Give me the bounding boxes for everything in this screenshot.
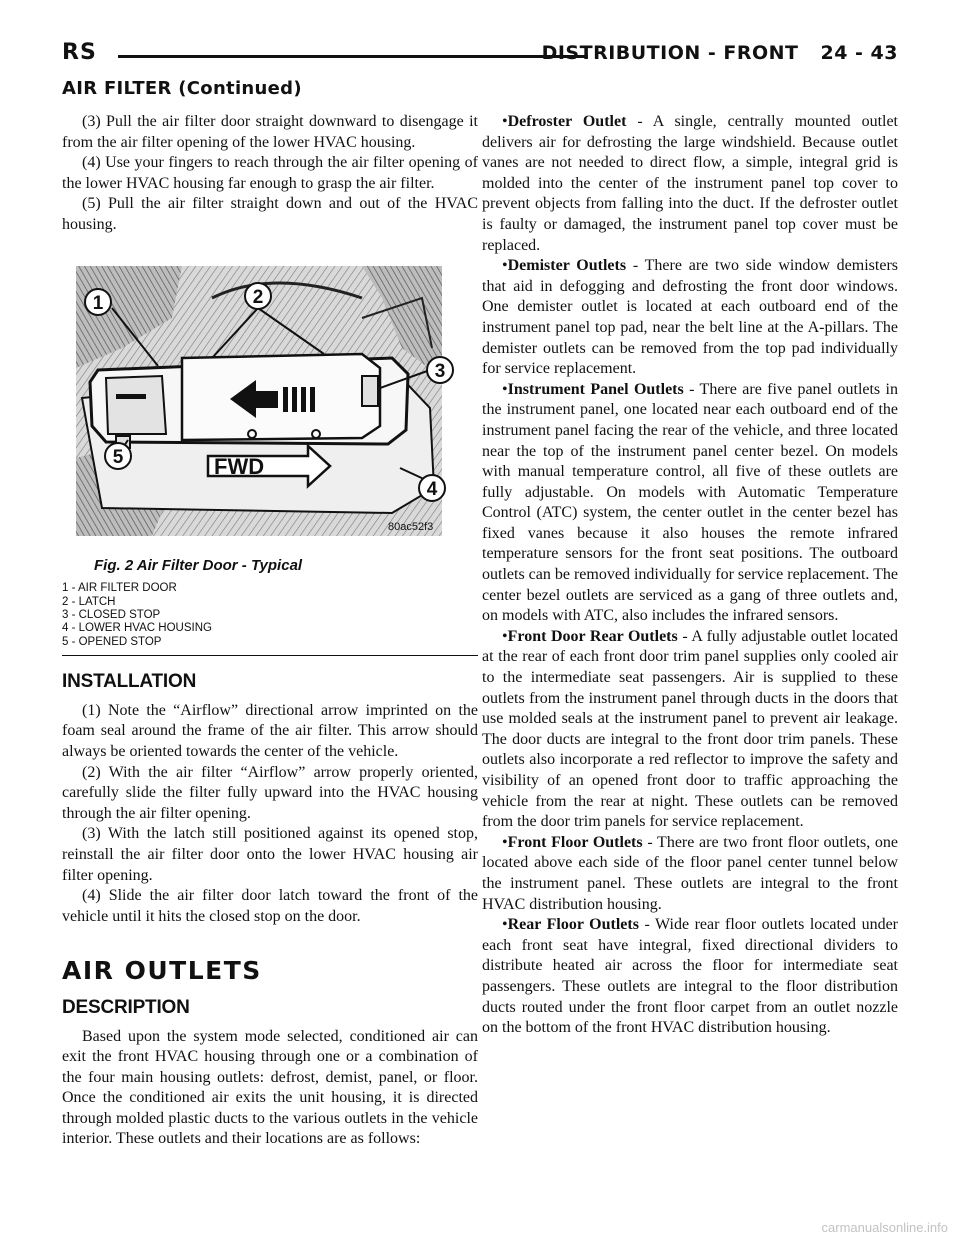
latch-panel [182,354,380,440]
latch-bar [301,387,306,412]
continued-title: AIR FILTER (Continued) [62,78,302,99]
legend-item: 3 - CLOSED STOP [62,608,161,621]
outlet-entry [482,256,898,380]
removal-step: (4) Use your fingers to reach through the air filter opening of the lower HVAC housing far enough to grasp the air filter. [62,154,478,192]
air-filter-door-figure [62,258,478,554]
page-number: 24 - 43 [820,42,898,64]
legend-item: 5 - OPENED STOP [62,635,162,648]
latch-bar [310,387,315,412]
right-column [482,112,898,1039]
installation-step: (1) Note the “Airflow” directional arrow imprinted on the foam seal around the frame of the air filter. This arrow should always be oriented towards the center of the vehicle. [62,701,478,760]
removal-step: (5) Pull the air filter straight down and out of the HVAC housing. [62,195,478,233]
outlet-name: Front Floor Outlets [507,833,643,851]
page-header [542,42,898,64]
outlet-entry [482,112,898,256]
latch-bar [292,387,297,412]
legend-item: 1 - AIR FILTER DOOR [62,582,177,595]
door-end-panel [106,376,166,434]
outlet-text: - A fully adjustable outlet located at the rear of each front door trim panel supplies only cooled air to the intermediate seat passengers. Air is supplied to these outlets from the instrument panel through ducts in the doors that use molded seals at the instrument panel to prevent air leakage. The door ducts are integral to the front door trim panels. These outlets also incorporate a red reflector to improve the safety and visibility of an opened front door to traffic approaching the vehicle from the rear at night. These outlets can be removed from the door trim panels for service replacement. [482,627,899,831]
bullet-icon: • [502,257,508,275]
outlet-name: Instrument Panel Outlets [507,380,684,398]
installation-step: (3) With the latch still positioned against its opened stop, reinstall the air filter door onto the lower HVAC housing air filter opening. [62,825,478,884]
closed-stop [362,376,378,406]
bullet-icon: • [502,916,508,934]
left-column [62,112,478,1150]
outlet-text: - A single, centrally mounted outlet delivers air for defrosting the large windshield. Because outlet vanes are not needed to direct flow, a simple, integral grid is molded into the center of the instrument panel top cover to prevent objects from falling into the duct. If the defroster outlet is faulty or damaged, the instrument panel top cover must be replaced. [482,113,899,254]
watermark: carmanualsonline.info [821,1220,948,1235]
outlet-name: Demister Outlets [507,257,627,275]
outlet-text: - Wide rear floor outlets located under each front seat have integral, fixed directional dividers to distribute heated air across the floor for intermediate seat passengers. These outlets are integral to the floor distribution ducts routed under the front floor carpet from an outlet nozzle on the bottom of the front HVAC distribution housing. [482,916,898,1037]
callout-label: 2 [252,286,264,308]
outlet-name: Defroster Outlet [507,113,627,130]
air-outlets-heading: AIR OUTLETS [62,956,262,986]
figure-caption: Fig. 2 Air Filter Door - Typical [94,556,303,574]
outlet-entry [482,380,898,627]
description-heading: DESCRIPTION [62,996,190,1018]
fwd-label: FWD [214,453,265,479]
door-slot [116,394,146,399]
callout-label: 5 [112,446,124,468]
figure-divider [62,655,478,656]
outlet-text: - There are two side window demisters that aid in defogging and defrosting the front door windows. One demister outlet is located at each outboard end of the instrument panel top pad, near the belt line at the A-pillars. The demister outlets can be removed from the top pad individually for service replacement. [482,257,898,378]
bullet-icon: • [502,113,508,130]
outlet-entry [482,627,898,833]
installation-heading: INSTALLATION [62,671,197,693]
air-filter-door-illustration [62,258,478,554]
bullet-icon: • [502,380,508,398]
bullet-icon: • [502,833,508,851]
latch-bar [283,387,288,412]
installation-step: (4) Slide the air filter door latch toward the front of the vehicle until it hits the closed stop on the door. [62,887,478,925]
outlet-text: - There are two front floor outlets, one located above each side of the floor panel center tunnel below the instrument panel. These outlets are integral to the front HVAC distribution housing. [482,833,899,913]
outlet-text: - There are five panel outlets in the instrument panel, one located near each outboard end of the instrument panel facing the rear of the vehicle, and three located near the top of the instrument panel center bezel. On models with manual temperature control, all five of these outlets are fully adjustable. On models with Automatic Temperature Control (ATC) system, the center outlet in the center bezel has fixed vanes because it also houses the remote infrared temperature sensors for the front seat positions. The outboard outlets can be removed individually for service replacement. The center bezel outlets are serviced as a gang of three outlets and, on models with ATC, also includes the infrared sensors. [482,380,899,625]
legend-item: 4 - LOWER HVAC HOUSING [62,622,212,635]
figure-legend [62,582,478,649]
chapter-title: DISTRIBUTION - FRONT [541,42,799,64]
callout-label: 4 [426,478,438,500]
callout-label: 3 [434,360,446,382]
outlet-name: Front Door Rear Outlets [507,627,678,645]
installation-step: (2) With the air filter “Airflow” arrow properly oriented, carefully slide the filter fully upward into the HVAC housing through the air filter opening. [62,763,478,822]
legend-item: 2 - LATCH [62,595,116,608]
outlet-entry [482,915,898,1039]
section-code: RS [62,40,97,65]
header-rule [118,55,588,58]
callout-label: 1 [92,292,104,314]
outlet-name: Rear Floor Outlets [507,916,639,934]
image-code: 80ac52f3 [388,520,434,533]
outlet-entry [482,833,898,915]
description-intro: Based upon the system mode selected, conditioned air can exit the front HVAC housing through one or a combination of the four main housing outlets: defrost, demist, panel, or floor. Once the conditioned air exits the unit housing, it is directed through molded plastic ducts to the various outlets in the vehicle interior. These outlets and their locations are as follows: [62,1027,478,1148]
removal-step: (3) Pull the air filter door straight downward to disengage it from the air filter opening of the lower HVAC housing. [62,113,478,151]
bullet-icon: • [502,627,508,645]
